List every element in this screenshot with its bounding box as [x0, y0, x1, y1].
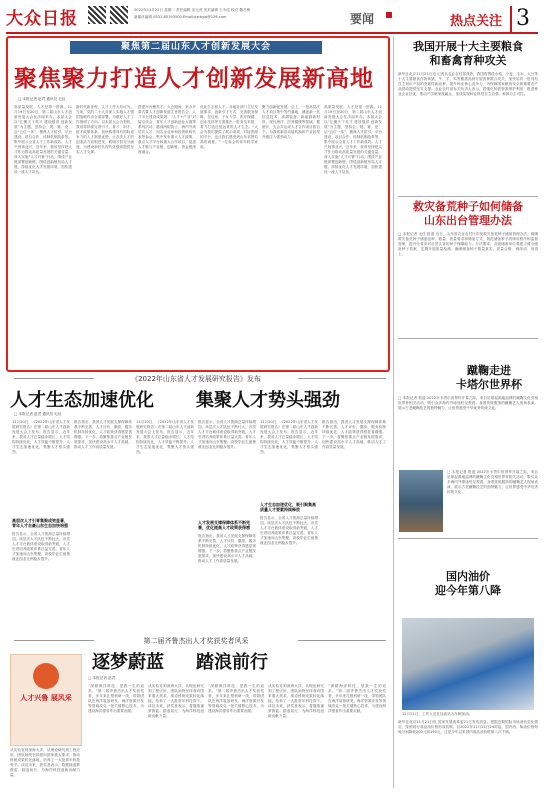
story4-headline-line2: 迎今年第八降 — [435, 584, 501, 597]
story3-body-top: □ 本报记者 报道 2022年卡塔尔世界杯开幕之际，来自足球起源地淄博的蹴鞠文化亮相世界杯相关活动，吸引众多海内外球迷驻足观看。身着传统服饰的蹴鞠艺人现场表演，展示古老蹴鞠技艺的独特魅力，让世界感受中华优秀传统文化。 — [398, 396, 538, 410]
story2-headline-line2: 山东出台管理办法 — [424, 214, 512, 227]
award-card-title: 人才兴鲁 展风采 — [20, 694, 72, 702]
feature-headline: 聚焦聚力打造人才创新发展新高地 — [14, 66, 374, 92]
section-rule-left — [14, 640, 94, 641]
page-number: 3 — [510, 6, 534, 32]
section-rule-left — [14, 378, 94, 379]
report-body-col5b: 报告显示，全省人才资源总量持续增加，高层次人才队伍不断壮大，各类人才平台载体建设取得新突破，人才引进培养政策体系日益完善。青年人才加速向山东集聚，高校毕业生留鲁就业创业比例稳步提升。 — [260, 516, 318, 545]
award-headline-left: 逐梦蔚蓝 — [92, 652, 164, 673]
story4-headline-line1: 国内油价 — [446, 570, 490, 583]
person-icon — [33, 663, 59, 689]
report-body-col1b: 报告显示，全省人才资源总量持续增加，高层次人才队伍不断壮大，各类人才平台载体建设取得新突破，人才引进培养政策体系日益完善。青年人才加速向山东集聚，高校毕业生留鲁就业创业比例稳步提升。 — [12, 532, 70, 561]
feature-body-col5: 聚力创新促发展。会上，一批高层次人才项目集中签约落地，涵盖新一代信息技术、高端装备、新能源新材料、现代海洋、医养健康等领域。据统计，大会共达成人才合作项目数百个，为我省新旧动能转换和产业转型升级注入强劲动力。 — [262, 105, 320, 139]
award-card — [10, 654, 82, 746]
report-body-col3: 11月20日，《2022年山东省人才发展研究报告》在第二届山东人才创新发展大会上发布。报告显示，近年来，我省人才总量稳步增长，人才结构持续优化，人才效能不断提升，人才生态加速优化，集聚人才势头强劲。 — [136, 420, 194, 454]
section-separator-icon — [386, 12, 392, 18]
photo-caption: 11月21日，工作人员在加油站为车辆加油。 — [402, 712, 473, 716]
story1-body: 新华社北京11月21日电 记者从农业农村部获悉，我国将围绕水稻、小麦、玉米、大豆等十大主要粮食作物和猪、牛、羊、鸡等畜禽品种开展育种联合攻关，加快培育一批具有自主知识产权的突破性新品种，提升种业核心竞争力，为保障国家粮食安全和重要农产品供给提供坚实支撑。农业农村部有关负责人表示，将强化种质资源保护利用，推进种业企业扶优，推动产学研深度融合，加快实现种业科技自立自强、种源自主可控。 — [398, 72, 538, 96]
story1-headline-line2: 和畜禽育种攻关 — [429, 54, 507, 67]
report-body-col5a: 11月20日，《2022年山东省人才发展研究报告》在第二届山东人才创新发展大会上发布。报告显示，近年来，我省人才总量稳步增长，人才结构持续优化，人才效能不断提升，人才生态加速优化，集聚人才势头强劲。 — [260, 420, 318, 454]
report-body-col4b: 报告指出，我省人才发展支撑保障体系不断完善，人才评价、激励、服务机制持续优化，人才政策获得感显著增强。下一步，将聚焦重点产业链发展需求，加快建设高水平人才高地，推动人才工作高质量发展。 — [198, 534, 256, 563]
report-byline: □ 本报记者 赵君 通讯员 毛佳 — [14, 412, 62, 416]
story-divider — [398, 338, 538, 339]
report-subhead-2: 人才发展支撑保障体系不断完善，优化提高人才政策获得感 — [198, 520, 250, 530]
feature-body-col1: 高质量发展、人才是第一资源。11月19日至20日，第二届山东人才创新发展大会在济南举办。本届大会以“汇聚天下英才 建设强省 创新发展”为主题，坚持会、展、赛、论、洽“五位一体”，聚焦人才招引、平台建设、项目合作、体制机制改革等，集中展示全省人才工作新成效。人才兴则事业兴，近年来，我省坚持把人才作为推动高质量发展的关键变量，深入实施“人才兴鲁”行动，围绕产业链部署创新链、围绕创新链布局人才链，持续优化人才发展环境，加快建设一流人才队伍。 — [14, 105, 72, 174]
award-body-col3: “深耕海洋科技，是我一生的追求。”第二届齐鲁杰出人才奖获奖者，多年来扎根科研一线，带领团队在海洋装备研发、海洋资源开发等领域攻克一批关键核心技术，为建设海洋强省作出重要贡献。 — [208, 684, 264, 713]
date-line: 2022年11月22日 星期二 责任编辑 宋元虎 美术编辑 王永佳 校对 魏冬梅 — [134, 8, 251, 12]
qr-code-icon — [88, 6, 106, 24]
feature-body-col3: 搭建平台聚英才。大会期间，举办开幕式暨人才创新发展主旨报告会、人才平台建设成果展、“人才+产业”对接洽谈会、青年人才创新创业大赛等系列活动，邀请两院院士、海内外高层次人才、知名企业家和投资机构代表等参会，集中发布重大人才政策、重点人才平台和重大合作项目，促进人才链与产业链、创新链、资金链深度融合。 — [138, 105, 196, 154]
report-body-col6: 报告指出，我省人才发展支撑保障体系不断完善，人才评价、激励、服务机制持续优化，人才政策获得感显著增强。下一步，将聚焦重点产业链发展需求，加快建设高水平人才高地，推动人才工作高质量发展。 — [322, 420, 386, 449]
report-headline-left: 人才生态加速优化 — [10, 390, 154, 411]
award-body-col1: “深耕海洋科技，是我一生的追求。”第二届齐鲁杰出人才奖获奖者，多年来扎根科研一线，带领团队在海洋装备研发、海洋资源开发等领域攻克一批关键核心技术，为建设海洋强省作出重要贡献。 — [88, 684, 144, 713]
section-label-secondary: 热点关注 — [449, 14, 502, 29]
story3-body: □ 本报记者 报道 2022年卡塔尔世界杯开幕之际，来自足球起源地淄博的蹴鞠文化亮相世界杯相关活动，吸引众多海内外球迷驻足观看。身着传统服饰的蹴鞠艺人现场表演，展示古老蹴鞠技艺的独特魅力，让世界感受中华优秀传统文化。 — [447, 470, 538, 494]
report-section-bar: 《2022年山东省人才发展研究报告》发布 — [131, 375, 261, 383]
section-label-primary: 要闻 — [349, 12, 374, 26]
report-body-col4a: 报告显示，全省人才资源总量持续增加，高层次人才队伍不断壮大，各类人才平台载体建设取得新突破，人才引进培养政策体系日益完善。青年人才加速向山东集聚，高校毕业生留鲁就业创业比例稳步提升。 — [198, 420, 256, 449]
cuju-photo — [399, 470, 443, 532]
feature-body-col6: 高质量发展、人才是第一资源。11月19日至20日，第二届山东人才创新发展大会在济南举办。本届大会以“汇聚天下英才 建设强省 创新发展”为主题，坚持会、展、赛、论、洽“五位一体”，聚焦人才招引、平台建设、项目合作、体制机制改革等，集中展示全省人才工作新成效。人才兴则事业兴，近年来，我省坚持把人才作为推动高质量发展的关键变量，深入实施“人才兴鲁”行动，围绕产业链部署创新链、围绕创新链布局人才链，持续优化人才发展环境，加快建设一流人才队伍。 — [324, 105, 382, 174]
column-separator — [393, 36, 394, 788]
newspaper-logo: 大众日报 — [6, 9, 78, 29]
story4-body: 新华社北京11月21日电 国家发展改革委21日发布消息，根据近期国际市场油价变化情况，按照现行成品油价格形成机制，自2022年11月21日24时起，国内汽、柴油价格每吨分别降低200元和190元。这是今年以来国内成品油价格第八次下调。 — [398, 720, 538, 734]
feature-body-col2: 新时代新征程，人才工作大有可为。当前，党的二十大对深入实施人才强国战略作出全面部署，为做好人才工作指明了方向。以本届大会为契机，我省将持续完善引才、育才、用才、留才政策体系，加快构建具有国际竞争力的人才制度优势，让各类人才的创造活力竞相迸发，聪明才智充分涌流，为建设新时代现代化强省提供坚实人才支撑。 — [76, 105, 134, 154]
feature-banner: 聚焦第二届山东人才创新发展大会 — [70, 41, 322, 54]
story-divider — [398, 196, 538, 197]
story1-headline-line1: 我国开展十大主要粮食 — [413, 40, 523, 53]
story2-body: □ 本报记者 毛佳 报道 近日，山东省农业农村厅印发救灾备荒种子储备管理办法，明确救灾备荒种子储备品种、数量、质量要求和储备方式，规范储备种子的调用程序和监督管理，提升全省应对自然灾害的种子保障能力。办法要求，各级储备单位要建立健全储备种子档案，定期开展质量检测，确保储备种子数量真实、质量合格、调得动、用得上。 — [398, 232, 538, 256]
report-body-col2: 报告指出，我省人才发展支撑保障体系不断完善，人才评价、激励、服务机制持续优化，人才政策获得感显著增强。下一步，将聚焦重点产业链发展需求，加快建设高水平人才高地，推动人才工作高质量发展。 — [74, 420, 132, 449]
story-divider — [398, 538, 538, 539]
qr-code-icon — [110, 6, 128, 24]
report-headline-right: 集聚人才势头强劲 — [196, 390, 340, 411]
section-rule-right — [298, 378, 386, 379]
header-rule — [6, 32, 538, 34]
contact-line: 新媒体编辑 0531-85193500 Email:dzrbyw@126.com — [134, 15, 227, 19]
award-body-col4: 从实验室到深海大洋，从理论研究到工程应用，团队始终坚持面向国家重大需求，推动科研成果转化落地，培养了一大批青年科技骨干。谈及未来，获奖者表示，将继续逐梦蔚蓝、踏浪前行，为海洋科技创新贡献力量。 — [268, 684, 324, 718]
story2-headline-line1: 救灾备荒种子如何储备 — [413, 200, 523, 213]
award-body-col5: “深耕海洋科技，是我一生的追求。”第二届齐鲁杰出人才奖获奖者，多年来扎根科研一线，带领团队在海洋装备研发、海洋资源开发等领域攻克一批关键核心技术，为建设海洋强省作出重要贡献。 — [328, 684, 386, 713]
section-rule-right — [298, 640, 386, 641]
report-subhead-1: 高层次人才引育集聚成效显著，青年人才自豪山东生态加快培强 — [12, 518, 68, 528]
story3-headline-line1: 蹴鞠走进 — [467, 364, 511, 377]
masthead — [6, 4, 86, 29]
award-body-col2: 从实验室到深海大洋，从理论研究到工程应用，团队始终坚持面向国家重大需求，推动科研成果转化落地，培养了一大批青年科技骨干。谈及未来，获奖者表示，将继续逐梦蔚蓝、踏浪前行，为海洋科技创新贡献力量。 — [148, 684, 204, 718]
story3-headline-line2: 卡塔尔世界杯 — [456, 378, 522, 391]
award-section-bar: 第二届齐鲁杰出人才奖获奖者风采 — [143, 637, 249, 645]
award-card-text: 从实验室到深海大洋，从理论研究到工程应用，团队始终坚持面向国家重大需求，推动科研成果转化落地，培养了一大批青年科技骨干。谈及未来，获奖者表示，将继续逐梦蔚蓝、踏浪前行，为海洋科技创新贡献力量。 — [10, 748, 80, 777]
report-body-col1a: 11月20日，《2022年山东省人才发展研究报告》在第二届山东人才创新发展大会上发布。报告显示，近年来，我省人才总量稳步增长，人才结构持续优化，人才效能不断提升，人才生态加速优化，集聚人才势头强劲。 — [12, 420, 70, 454]
feature-byline: □ 本报记者 赵君 通讯员 毛佳 — [18, 97, 66, 101]
feature-body-col4: 优化生态留人才。各地各部门立足发展需求，创新引才方式，完善服务保障，在住房、子女入学、医疗保健、创业扶持等方面推出一批务实举措，着力打造近悦远来的人才生态。“大会为我们提供了展示成果、对接资源的平台，也让我们感受到山东求贤若渴的诚意。”一位参会的青年科学家说。 — [200, 105, 258, 149]
gas-station-photo — [402, 618, 534, 710]
award-headline-right: 踏浪前行 — [196, 652, 268, 673]
report-subhead-3: 人才生态加速优化，吸引聚集高质量人才要素持续释放 — [260, 502, 316, 512]
award-byline: □ 本报记者 赵君 — [88, 676, 116, 680]
